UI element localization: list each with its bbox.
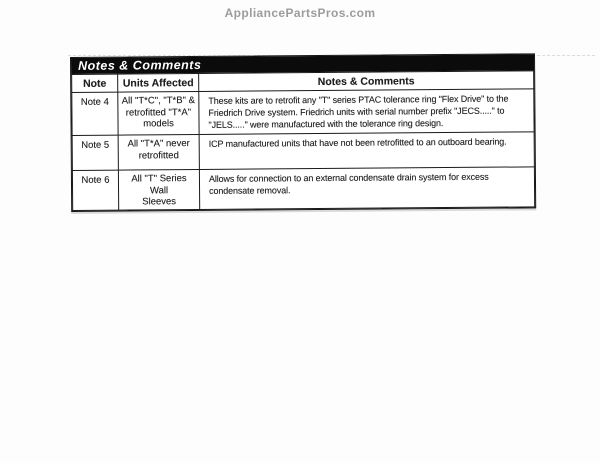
col-header-units: Units Affected bbox=[118, 73, 199, 92]
table-row-note5 bbox=[72, 132, 534, 171]
comments-cell: These kits are to retrofit any "T" series PTAC tolerance ring "Flex Drive" to the Friedrich Drive system. Friedrich units with serial number prefix "JECS....." to "JELS....." were manufactured with the tolerance ring design. bbox=[199, 89, 534, 135]
notes-comments-table bbox=[70, 53, 536, 212]
note-id-cell: Note 4 bbox=[72, 92, 118, 135]
table-row-note6 bbox=[72, 167, 534, 211]
col-header-note: Note bbox=[72, 74, 118, 92]
watermark-sitename: AppliancePartsPros.com bbox=[224, 6, 376, 20]
units-affected-cell: All "T" Series Wall Sleeves bbox=[118, 169, 199, 210]
note-id-cell: Note 6 bbox=[72, 170, 118, 210]
units-affected-cell: All "T*C", "T*B" & retrofitted "T*A" models bbox=[118, 91, 199, 135]
col-header-comments: Notes & Comments bbox=[199, 71, 534, 92]
note-id-cell: Note 5 bbox=[72, 135, 118, 170]
table-row-note4 bbox=[72, 89, 534, 136]
notes-table-grid bbox=[71, 70, 535, 211]
comments-cell: ICP manufactured units that have not been retrofitted to an outboard bearing. bbox=[199, 132, 534, 170]
units-affected-cell: All "T*A" never retrofitted bbox=[118, 134, 199, 170]
comments-cell: Allows for connection to an external condensate drain system for excess condensate removal. bbox=[199, 167, 534, 210]
table-title: Notes & Comments bbox=[78, 57, 202, 73]
